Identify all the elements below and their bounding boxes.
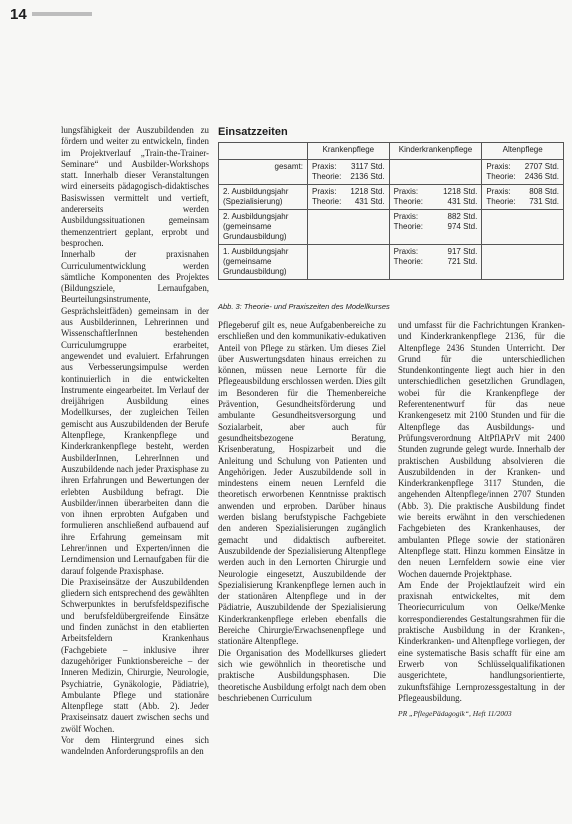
page-number: 14 bbox=[10, 6, 27, 23]
hours-type: Praxis: bbox=[486, 187, 511, 196]
paragraph: Am Ende der Projektlaufzeit wird ein praxisnah entwickeltes, mit dem Theoriecurriculum von Oelke/Menke korrespondierendes Gestaltungsrahmen für die praktische Ausbildung in der Kranken-, Kinderkranken- und Altenpflege vorliegen, der eine systematische Basis schafft für eine am Erwerb von Schlüsselqualifikationen ausgerichtete, handlungsorientierte, zukunftsfähige Lernprozessgestaltung in der Pflegeausbildung. bbox=[398, 579, 565, 703]
hours-value: 1218 Std. bbox=[443, 187, 478, 196]
column-header bbox=[219, 143, 308, 160]
hours-value: 431 Std. bbox=[354, 197, 385, 206]
row-label: 2. Ausbildungsjahr (Spezialisierung) bbox=[219, 185, 308, 210]
schedule-table-wrap bbox=[218, 142, 564, 280]
hours-entry bbox=[312, 187, 385, 197]
column-header: Kinderkrankenpflege bbox=[389, 143, 482, 160]
hours-type: Theorie: bbox=[393, 257, 424, 266]
table-cell bbox=[308, 185, 390, 210]
table-cell bbox=[308, 210, 390, 245]
hours-value: 2707 Std. bbox=[524, 162, 559, 171]
paragraph: Innerhalb der praxisnahen Curriculumentwicklung werden sämtliche Komponenten des Projektes (Bildungsziele, Lernaufgaben, Beurteilungsinstrumente, Gesprächsleitfäden) gemeinsam in der aus Ausbilderinnen, Lehrerinnen und WissenschaftlerInnen bestehenden Curriculumgruppe erarbeitet, angewendet und evaluiert. Erfahrungen aus Verbesserungsimpulse werden kontinuierlich in die entwickelten Instrumente eingearbeitet. Im Verlauf der dreijährigen Ausbildung eines Modellkurses, der zugleichen Teilen gemischt aus Auszubildenden der Berufe Altenpflege, Krankenpflege und Kinderkrankenpflege besteht, werden AusbilderInnen, LehrerInnen und Auszubildende nach jeder Praxisphase zu ihren Erfahrungen und Bewertungen der erlebten Ausbildung befragt. Die Ausbilder/innen überarbeiten dann die von ihnen erprobten Aufgaben und formulieren anschließend aufbauend auf ihre Erfahrung gemeinsam mit Lehrer/innen und Experten/innen die Lerndimension und Lernaufgaben für die darauf folgende Praxisphase. bbox=[61, 249, 209, 576]
table-row bbox=[219, 185, 564, 210]
hours-value: 431 Std. bbox=[447, 197, 478, 206]
table-cell bbox=[389, 185, 482, 210]
paragraph: Vor dem Hintergrund eines sich wandelnden Anforderungsprofils an den bbox=[61, 735, 209, 757]
table-cell bbox=[389, 210, 482, 245]
hours-entry bbox=[312, 172, 385, 182]
middle-column bbox=[218, 320, 386, 704]
hours-type: Theorie: bbox=[486, 172, 516, 181]
row-label: gesamt: bbox=[219, 160, 308, 185]
table-header-row bbox=[219, 143, 564, 160]
column-header: Krankenpflege bbox=[308, 143, 390, 160]
hours-entry bbox=[486, 197, 559, 207]
hours-entry bbox=[312, 197, 385, 207]
table-cell bbox=[482, 210, 564, 245]
paragraph: Die Praxiseinsätze der Auszubildenden gliedern sich entsprechend des gewählten Schwerpunktes in berufsfeldspezifische und berufsfeldübergreifende Einsätze und finden zunächst in den etablierten Arbeitsfeldern Krankenhaus (Fachgebiete – inklusive ihrer dazugehöriger Funktionsbereiche – der Inneren Medizin, Chirurgie, Neurologie, Psychiatrie, Gynäkologie, Pädiatrie), Ambulante Pflege und stationäre Altenpflege statt (Abb. 2). Jeder Praxiseinsatz dauert zwischen sechs und zwölf Wochen. bbox=[61, 576, 209, 734]
hours-entry bbox=[312, 162, 385, 172]
hours-value: 917 Std. bbox=[447, 247, 478, 256]
hours-entry bbox=[394, 197, 478, 207]
hours-type: Theorie: bbox=[486, 197, 516, 206]
paragraph: und umfasst für die Fachrichtungen Kranken- und Kinderkrankenpflege 2136, für die Altenpflege 2436 Stunden Unterricht. Der Grund für die unterschiedlichen Stundenkontingente liegt auch hier in den unterschiedlichen gesetzlichen Grundlagen, wobei für die Krankenpflege der Referentenentwurf für das neue Krankengesetz mit 2100 Stunden und für die Altenpflege das Ausbildungs- und Prüfungsverordnung AltPflAPrV mit 2400 Stunden zugrunde gelegt wurde. Innerhalb der praktischen Ausbildung absolvieren die Auszubildenden in der Kranken- und Kinderkrankenpflege 3117 Stunden, die angehenden Altenpflege/innen 2707 Stunden (Abb. 3). Die praktische Ausbildung findet wie bereits erwähnt in den verschiedenen Fachgebieten des Krankenhauses, der ambulanten Pflege sowie der stationären Altenpflege statt. Hinzu kommen Einsätze in den neuen Lernfeldern sowie eine vier Wochen dauernde Projektphase. bbox=[398, 320, 565, 579]
table-cell bbox=[389, 245, 482, 280]
hours-value: 974 Std. bbox=[447, 222, 478, 231]
row-label: 2. Ausbildungsjahr (gemeinsame Grundausbildung) bbox=[219, 210, 308, 245]
hours-type: Praxis: bbox=[312, 162, 337, 171]
schedule-table bbox=[218, 142, 564, 280]
table-cell bbox=[389, 160, 482, 185]
hours-entry bbox=[486, 162, 559, 172]
hours-type: Theorie: bbox=[312, 172, 342, 181]
table-cell bbox=[482, 160, 564, 185]
table-row bbox=[219, 160, 564, 185]
hours-entry bbox=[394, 187, 478, 197]
table-row bbox=[219, 245, 564, 280]
hours-type: Theorie: bbox=[393, 197, 424, 206]
table-cell bbox=[308, 160, 390, 185]
hours-value: 882 Std. bbox=[447, 212, 478, 221]
paragraph: lungsfähigkeit der Auszubildenden zu fördern und weiter zu entwickeln, finden im Projektverlauf „Train-the-Trainer-Seminare“ und Ausbilder-Workshops statt. Innerhalb dieser Veranstaltungen wird einerseits pädagogisch-didaktisches Basiswissen vermittelt und vertieft, andererseits werden Ausbildungssituationen gemeinsam themenzentriert geplant, erprobt und besprochen. bbox=[61, 125, 209, 248]
left-column bbox=[61, 125, 209, 758]
hours-type: Praxis: bbox=[393, 187, 419, 196]
hours-type: Theorie: bbox=[393, 222, 424, 231]
table-row bbox=[219, 210, 564, 245]
footer-citation: PR „PflegePädagogik“, Heft 11/2003 bbox=[398, 709, 512, 719]
table-title: Einsatzzeiten bbox=[218, 126, 288, 138]
hours-type: Praxis: bbox=[393, 212, 419, 221]
row-label: 1. Ausbildungsjahr (gemeinsame Grundausbildung) bbox=[219, 245, 308, 280]
hours-value: 1218 Std. bbox=[350, 187, 385, 196]
hours-value: 2436 Std. bbox=[524, 172, 559, 181]
hours-value: 721 Std. bbox=[447, 257, 478, 266]
hours-entry bbox=[394, 247, 478, 257]
table-cell bbox=[482, 245, 564, 280]
hours-value: 2136 Std. bbox=[350, 172, 385, 181]
hours-entry bbox=[394, 212, 478, 222]
column-header: Altenpflege bbox=[482, 143, 564, 160]
header-rule bbox=[32, 12, 92, 16]
figure-caption: Abb. 3: Theorie- und Praxiszeiten des Modellkurses bbox=[218, 302, 390, 311]
hours-type: Praxis: bbox=[393, 247, 419, 256]
paragraph: Die Organisation des Modellkurses gliedert sich wie gewöhnlich in theoretische und praktische Ausbildungsphasen. Die theoretische Ausbildung erfolgt nach dem oben beschriebenen Curriculum bbox=[218, 647, 386, 703]
hours-entry bbox=[394, 257, 478, 267]
hours-entry bbox=[486, 172, 559, 182]
hours-value: 808 Std. bbox=[529, 187, 559, 196]
table-cell bbox=[482, 185, 564, 210]
hours-value: 3117 Std. bbox=[351, 162, 385, 171]
paragraph: Pflegeberuf gilt es, neue Aufgabenbereiche zu erschließen und den kommunikativ-edukativen Anteil von Pflege zu stärken. Um dieses Ziel über Auswertungsdaten hinaus erreichen zu können, müssen neue Lernorte für die Pflegeausbildung erschlossen werden. Dies gilt im Besonderen für die Themenbereiche Prävention, Gesundheitsförderung und ambulante Gesundheitsversorgung und Sozialarbeit, aber auch für gesundheitsbezogene Beratung, Krisenberatung, Hospizarbeit und die Anleitung und Schulung von Patienten und Angehörigen. Jeder Auszubildende soll in mindestens einem neuen Lernfeld die theoretisch erworbenen Kenntnisse praktisch anwenden und erproben. Darüber hinaus werden bislang berufstypische Fachgebiete den anderen Spezialisierungen zugänglich gemacht und didaktisch aufbereitet. Auszubildende der Spezialisierung Altenpflege werden auch in den Lernorten Chirurgie und Neurologie eingesetzt, Auszubildende der Spezialisierung Krankenpflege lernen auch in der stationären Altenpflege und in der Pädiatrie, Auszubildende der Spezialisierung Kinderkrankenpflege erleben ebenfalls die Bereiche Chirurgie/Erwachsenenpflege und stationäre Altenpflege. bbox=[218, 320, 386, 647]
right-column bbox=[398, 320, 565, 719]
hours-type: Praxis: bbox=[486, 162, 511, 171]
hours-type: Theorie: bbox=[312, 197, 342, 206]
hours-value: 731 Std. bbox=[529, 197, 559, 206]
table-cell bbox=[308, 245, 390, 280]
hours-entry bbox=[394, 222, 478, 232]
hours-type: Praxis: bbox=[312, 187, 337, 196]
hours-entry bbox=[486, 187, 559, 197]
